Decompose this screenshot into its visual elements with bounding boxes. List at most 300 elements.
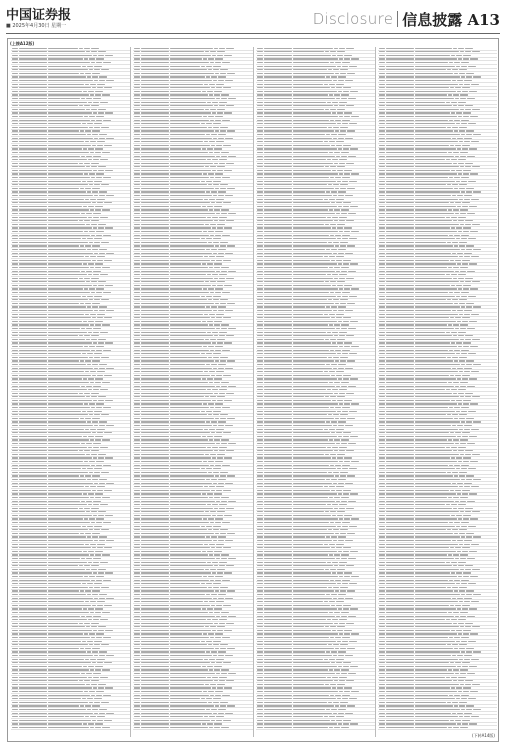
table-cell [134,120,140,121]
table-cell [334,209,340,210]
table-cell [386,375,414,376]
table-cell [220,242,228,243]
table-cell [293,321,337,322]
table-cell [85,314,89,315]
table-cell [347,705,355,706]
table-cell [415,267,447,268]
table-cell [92,432,96,433]
table-cell [447,299,451,300]
table-cell [98,626,106,627]
table-cell [85,590,91,591]
table-cell [338,483,344,484]
table-cell [141,587,169,588]
table-cell [134,303,140,304]
table-cell [141,411,169,412]
table-cell [12,84,18,85]
table-cell [351,288,359,289]
table-cell [203,518,207,519]
table-cell [331,490,335,491]
table-cell [12,58,18,59]
table-cell [334,612,340,613]
table-cell [95,727,101,728]
table-cell [93,677,99,678]
table-cell [84,346,88,347]
table-cell [379,393,385,394]
table-cell [386,271,414,272]
table-cell [170,382,208,383]
table-cell [170,616,215,617]
table-cell [379,102,385,103]
table-cell [344,346,350,347]
table-cell [12,227,18,228]
table-cell [293,508,333,509]
table-cell [205,339,209,340]
table-cell [386,191,414,192]
table-cell [99,253,105,254]
table-cell [415,177,448,178]
table-cell [83,436,87,437]
table-cell [329,544,335,545]
table-cell [99,651,107,652]
table-cell [220,360,226,361]
table-cell [415,425,451,426]
table-cell [12,69,18,70]
table-cell [19,562,47,563]
table-cell [95,378,103,379]
table-cell [48,382,89,383]
table-cell [92,547,96,548]
table-cell [216,547,222,548]
table-cell [222,350,230,351]
table-cell [257,594,263,595]
table-cell [462,263,468,264]
table-cell [264,288,292,289]
table-cell [19,332,47,333]
table-cell [451,274,457,275]
table-cell [349,583,357,584]
table-cell [208,414,212,415]
table-cell [257,400,263,401]
table-cell [103,292,111,293]
table-cell [215,188,219,189]
table-cell [210,684,216,685]
table-cell [334,450,338,451]
table-cell [344,116,350,117]
table-cell [141,314,169,315]
table-cell [293,447,326,448]
table-cell [93,55,97,56]
table-cell [463,227,471,228]
table-cell [264,691,292,692]
table-cell [12,554,18,555]
table-cell [98,281,106,282]
table-cell [217,569,225,570]
table-cell [472,109,480,110]
table-cell [91,465,95,466]
table-cell [463,55,471,56]
table-cell [48,396,85,397]
table-cell [206,468,212,469]
table-cell [19,51,47,52]
table-cell [103,695,111,696]
table-cell [333,483,337,484]
table-cell [345,80,353,81]
table-cell [12,659,18,660]
table-cell [48,350,90,351]
table-cell [461,120,469,121]
table-cell [211,306,217,307]
table-cell [19,66,47,67]
table-cell [90,727,94,728]
table-cell [19,242,47,243]
table-cell [19,386,47,387]
table-cell [379,181,385,182]
table-cell [257,727,263,728]
table-cell [48,501,80,502]
table-cell [336,616,340,617]
table-cell [415,159,445,160]
table-cell [325,51,329,52]
table-cell [217,400,223,401]
table-cell [203,403,207,404]
table-cell [170,80,212,81]
table-cell [338,191,346,192]
table-cell [134,220,140,221]
table-cell [141,288,169,289]
table-cell [342,580,350,581]
table-cell [257,601,263,602]
table-cell [101,242,109,243]
table-cell [134,447,140,448]
table-cell [460,328,466,329]
table-cell [461,191,465,192]
table-cell [203,576,207,577]
table-cell [348,386,356,387]
table-cell [216,213,220,214]
table-cell [386,166,414,167]
table-cell [415,98,454,99]
table-cell [386,177,414,178]
table-cell [336,659,344,660]
table-cell [264,472,292,473]
table-cell [257,55,263,56]
table-cell [86,511,90,512]
table-cell [458,518,462,519]
table-cell [293,389,326,390]
table-cell [214,680,218,681]
table-cell [451,504,457,505]
table-cell [48,616,80,617]
table-cell [170,368,212,369]
table-cell [221,324,229,325]
table-cell [459,256,463,257]
table-cell [210,626,216,627]
table-cell [12,655,18,656]
table-cell [134,709,140,710]
table-cell [457,368,463,369]
table-cell [454,188,458,189]
table-cell [264,357,292,358]
table-cell [19,360,47,361]
table-cell [48,511,85,512]
table-cell [379,220,385,221]
table-cell [141,130,169,131]
table-cell [340,299,348,300]
table-cell [141,69,169,70]
table-cell [386,357,414,358]
table-cell [48,73,79,74]
table-cell [91,224,97,225]
table-cell [415,278,452,279]
table-cell [170,483,212,484]
table-cell [134,547,140,548]
table-cell [293,235,329,236]
table-cell [91,278,99,279]
table-cell [134,633,140,634]
table-cell [332,400,336,401]
table-cell [12,98,18,99]
table-cell [228,443,236,444]
table-cell [466,188,474,189]
table-cell [257,687,263,688]
table-cell [101,529,109,530]
table-cell [88,91,94,92]
table-cell [98,684,106,685]
table-cell [170,677,206,678]
table-cell [170,529,207,530]
table-cell [460,94,468,95]
table-cell [91,393,99,394]
table-cell [211,594,217,595]
table-cell [170,691,202,692]
table-cell [462,375,470,376]
table-cell [210,281,216,282]
table-cell [170,407,209,408]
table-cell [329,716,335,717]
table-cell [335,292,341,293]
table-cell [215,461,223,462]
table-cell [80,303,84,304]
table-cell [264,504,292,505]
table-cell [214,554,220,555]
table-cell [141,51,169,52]
table-cell [219,623,225,624]
table-cell [214,723,222,724]
table-cell [458,508,464,509]
table-cell [446,274,450,275]
table-cell [170,249,205,250]
table-cell [12,601,18,602]
table-cell [12,425,18,426]
table-cell [349,66,357,67]
table-cell [19,432,47,433]
table-cell [264,285,292,286]
table-cell [134,105,140,106]
table-cell [257,112,263,113]
table-cell [471,84,479,85]
table-cell [170,511,204,512]
table-cell [19,292,47,293]
table-cell [379,80,385,81]
table-cell [257,292,263,293]
table-cell [48,199,84,200]
table-cell [264,62,292,63]
table-cell [467,386,475,387]
table-cell [334,680,338,681]
table-cell [227,533,235,534]
table-cell [341,497,349,498]
table-cell [48,55,92,56]
table-cell [170,612,208,613]
table-cell [19,249,47,250]
table-cell [257,709,263,710]
table-cell [85,716,89,717]
table-cell [81,501,85,502]
table-cell [170,569,204,570]
table-cell [19,123,47,124]
table-cell [134,389,140,390]
table-cell [96,346,104,347]
table-cell [473,306,481,307]
table-cell [87,411,93,412]
table-cell [141,245,169,246]
table-cell [210,580,214,581]
table-cell [386,324,414,325]
table-cell [462,321,468,322]
table-cell [457,263,461,264]
table-cell [331,249,337,250]
table-cell [257,191,263,192]
table-cell [85,84,89,85]
table-cell [464,429,470,430]
table-cell [415,360,453,361]
table-cell [341,616,347,617]
table-cell [453,497,459,498]
table-cell [220,69,228,70]
table-cell [332,619,338,620]
table-cell [415,184,446,185]
table-cell [459,418,465,419]
table-cell [347,475,355,476]
table-cell [93,227,97,228]
table-cell [92,360,100,361]
table-cell [379,468,385,469]
table-cell [141,73,169,74]
table-cell [328,702,332,703]
table-cell [12,695,18,696]
table-cell [257,515,263,516]
table-cell [86,51,90,52]
table-cell [48,231,83,232]
table-cell [293,314,323,315]
table-cell [264,163,292,164]
table-cell [451,332,457,333]
table-cell [99,655,105,656]
table-cell [415,256,458,257]
table-cell [201,296,205,297]
table-cell [220,357,228,358]
table-cell [264,677,292,678]
table-cell [99,536,107,537]
table-cell [336,260,342,261]
table-cell [48,443,80,444]
table-cell [334,105,338,106]
table-cell [337,583,341,584]
table-cell [257,572,263,573]
table-cell [134,439,140,440]
table-cell [257,76,263,77]
table-cell [333,138,337,139]
table-cell [264,58,292,59]
table-cell [456,353,460,354]
table-cell [19,130,47,131]
table-cell [48,551,82,552]
table-cell [226,278,234,279]
table-cell [470,288,478,289]
table-cell [19,518,47,519]
table-cell [19,673,47,674]
table-cell [102,267,110,268]
table-cell [91,407,95,408]
table-cell [19,145,47,146]
table-cell [415,443,454,444]
table-cell [293,368,332,369]
table-cell [48,156,80,157]
table-cell [264,522,292,523]
table-cell [470,231,478,232]
table-cell [48,206,82,207]
table-cell [330,407,334,408]
table-cell [216,199,224,200]
table-cell [453,48,457,49]
table-cell [170,112,211,113]
table-cell [339,680,345,681]
table-cell [207,159,211,160]
table-cell [19,80,47,81]
table-cell [213,238,221,239]
table-cell [214,436,222,437]
table-cell [334,163,338,164]
table-cell [220,472,228,473]
table-cell [341,501,347,502]
table-cell [464,80,472,81]
table-cell [170,76,205,77]
table-cell [202,206,206,207]
table-cell [327,217,331,218]
table-cell [337,238,341,239]
table-cell [379,303,385,304]
table-cell [134,66,140,67]
table-cell [257,569,263,570]
table-cell [460,339,464,340]
table-cell [208,644,212,645]
table-cell [386,159,414,160]
table-cell [134,648,140,649]
table-cell [293,605,330,606]
table-cell [12,375,18,376]
table-cell [293,145,330,146]
table-cell [141,306,169,307]
table-cell [226,393,234,394]
table-cell [214,263,222,264]
table-cell [99,483,105,484]
table-cell [99,80,105,81]
table-cell [257,659,263,660]
table-cell [48,497,89,498]
table-cell [84,691,88,692]
table-cell [19,429,47,430]
table-cell [220,475,226,476]
